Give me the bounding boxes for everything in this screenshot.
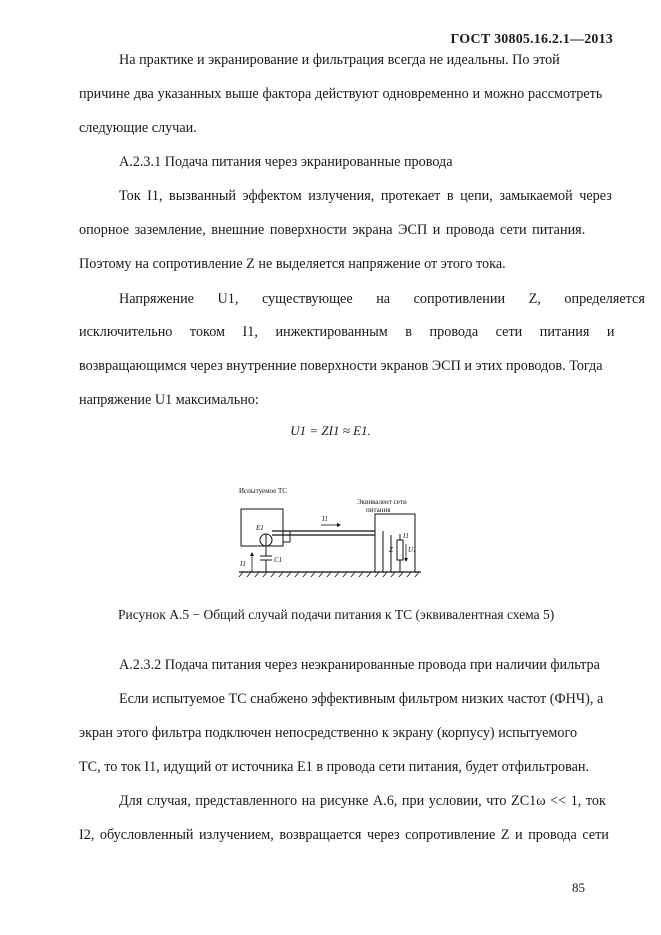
paragraph-line: Напряжение U1, существующее на сопротивлении Z, определяется — [119, 291, 645, 307]
page-number: 85 — [572, 880, 585, 895]
mains-equivalent-box — [375, 514, 415, 572]
paragraph-line: возвращающимся через внутренние поверхности экранов ЭСП и этих проводов. Тогда — [79, 358, 603, 374]
formula: U1 = ZI1 ≈ E1. — [290, 423, 371, 438]
paragraph-line: Поэтому на сопротивление Z не выделяется напряжение от этого тока. — [79, 256, 506, 272]
paragraph-line: исключительно током I1, инжектированным в провода сети питания и — [79, 324, 615, 340]
equivalent-circuit-figure — [225, 482, 425, 587]
mains-equivalent-label-2: питания — [366, 506, 391, 514]
u1-label: U1 — [408, 546, 417, 554]
paragraph-line: экран этого фильтра подключен непосредственно к экрану (корпусу) испытуемого — [79, 725, 578, 741]
impedance-z — [397, 540, 403, 560]
e1-label: E1 — [256, 524, 264, 532]
paragraph-line: следующие случаи. — [79, 120, 197, 136]
i1-top-label: I1 — [322, 515, 328, 523]
c1-label: C1 — [274, 556, 283, 564]
paragraph-line: опорное заземление, внешние поверхности экрана ЭСП и провода сети питания. — [79, 222, 586, 238]
paragraph-line: ТС, то ток I1, идущий от источника E1 в провода сети питания, будет отфильтрован. — [79, 759, 590, 775]
paragraph-line: Если испытуемое ТС снабжено эффективным фильтром низких частот (ФНЧ), а — [119, 691, 604, 707]
paragraph-line: I2, обусловленный излучением, возвращается через сопротивление Z и провода сети — [79, 827, 609, 843]
paragraph-line: На практике и экранирование и фильтрация всегда не идеальны. По этой — [119, 52, 560, 68]
z-label: Z — [389, 546, 393, 554]
i1-right-label: I1 — [403, 532, 409, 540]
paragraph-line: причине два указанных выше фактора действуют одновременно и можно рассмотреть — [79, 86, 603, 102]
paragraph-line: напряжение U1 максимально: — [79, 392, 259, 408]
paragraph-line: Ток I1, вызванный эффектом излучения, протекает в цепи, замыкаемой через — [119, 188, 612, 204]
eut-label: Испытуемое ТС — [239, 487, 287, 495]
section-heading: А.2.3.1 Подача питания через экранированные провода — [119, 154, 453, 170]
figure-caption: Рисунок А.5 − Общий случай подачи питания к ТС (эквивалентная схема 5) — [118, 607, 555, 622]
section-heading: А.2.3.2 Подача питания через неэкранированные провода при наличии фильтра — [119, 657, 600, 673]
mains-equivalent-label-1: Эквивалент сети — [357, 498, 407, 506]
i1-left-label: I1 — [240, 560, 246, 568]
paragraph-line: Для случая, представленного на рисунке А.6, при условии, что ZC1ω << 1, ток — [119, 793, 606, 809]
standard-header: ГОСТ 30805.16.2.1—2013 — [450, 32, 613, 47]
